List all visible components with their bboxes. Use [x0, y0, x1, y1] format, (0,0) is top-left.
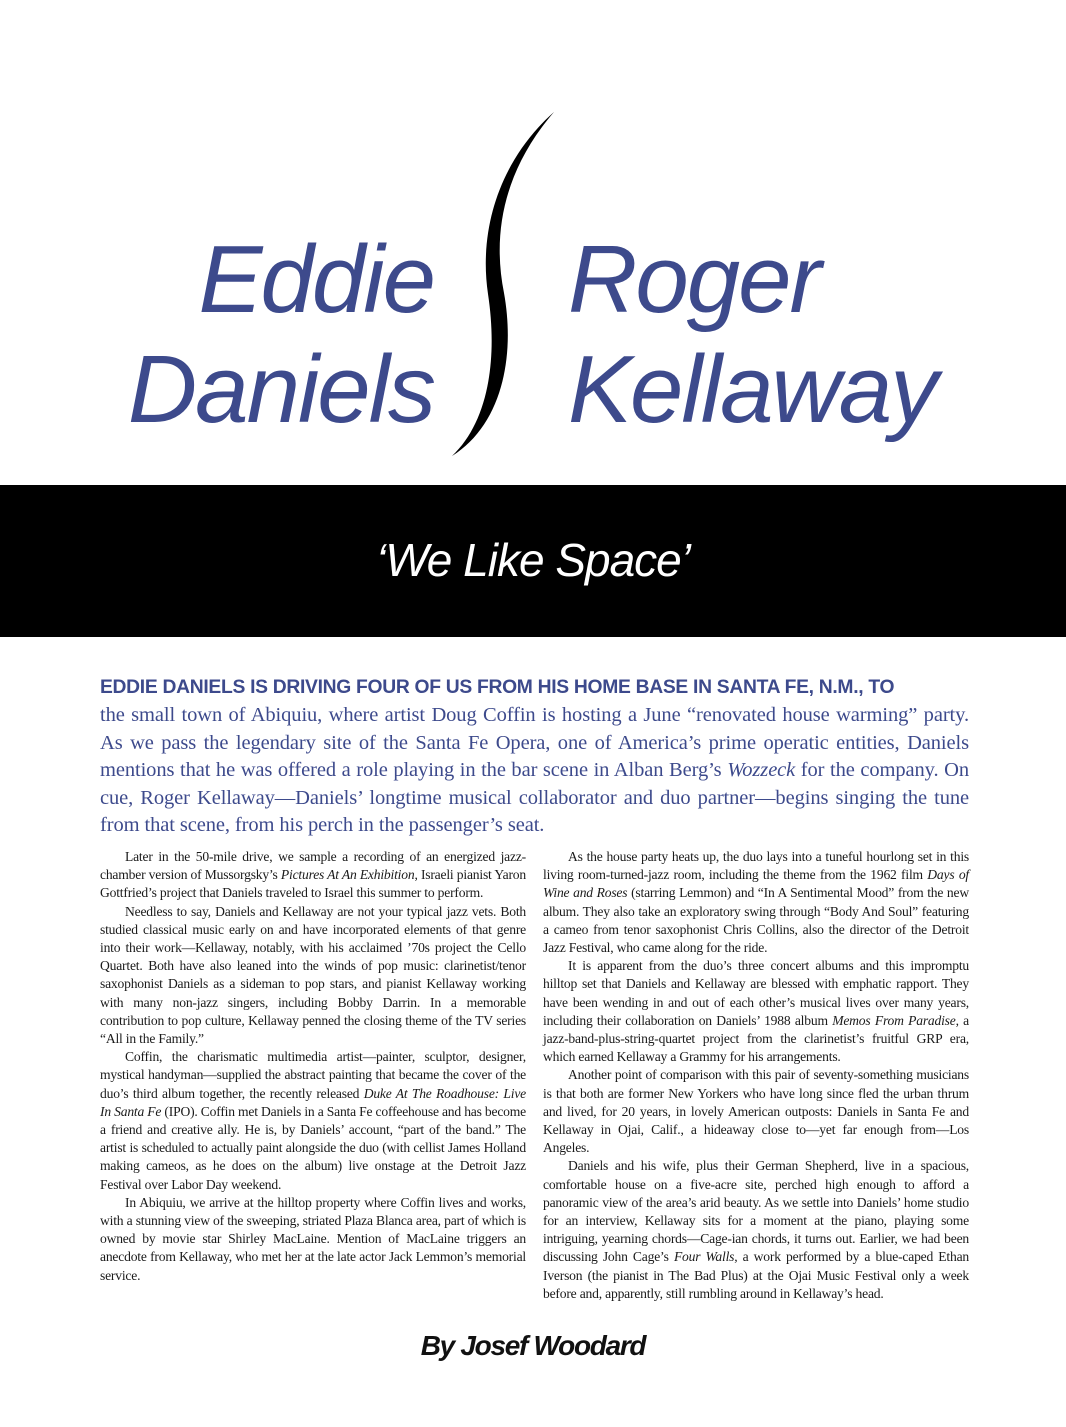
text-run: Needless to say, Daniels and Kellaway are not your typical jazz vets. Both studied classical music early on and have incorporated elements of that genre into their work—Kellaway, notably, with his acclaimed ’70s project the Cello Quartet. Both have also leaned into the winds of pop music: clarinetist/tenor saxophonist Daniels as a sideman to pop stars, and pianist Kellaway working with many non-jazz singers, including Bobby Darrin. In a memorable contribution to pop culture, Kellaway penned the closing theme of the TV series “All in the Family.”: [100, 903, 526, 1047]
body-paragraph: [543, 848, 969, 957]
body-paragraph: [543, 1157, 969, 1303]
title-block: [0, 0, 1066, 485]
title-name-roger: Roger: [568, 226, 820, 333]
text-run: As the house party heats up, the duo lays into a tuneful hourlong set in this living room-turned-jazz room, including the theme from the 1962 film: [543, 849, 969, 883]
body-paragraph: [543, 1066, 969, 1157]
text-run: It is apparent from the duo’s three concert albums and this impromptu hilltop set that Daniels and Kellaway are blessed with emphatic rapport. They have been wending in and out of each other’s musical lives over many years, including their collaboration on Daniels’ 1988 album: [543, 958, 969, 1028]
text-run: , Israeli pianist Yaron Gottfried’s project that Daniels traveled to Israel this summer to perform.: [100, 867, 527, 901]
body-paragraph: [100, 1194, 526, 1285]
lead-text-segment: for the company. On cue, Roger Kellaway—Daniels’ longtime musical collaborator and duo partner—begins singing the tune from that scene, from his perch in the passenger’s seat.: [100, 759, 969, 836]
italic-title: Pictures At An Exhibition: [280, 867, 415, 883]
italic-title: Duke At The Roadhouse: Live In Santa Fe: [100, 1085, 526, 1119]
subtitle: ‘We Like Space’: [376, 534, 690, 586]
text-run: Daniels and his wife, plus their German Shepherd, live in a spacious, comfortable house on a five-acre site, perched high enough to afford a panoramic view of the area’s arid beauty. As we settle into Daniels’ home studio for an interview, Kellaway sits for a moment at the piano, playing some intriguing, yearning chords—Cage-ian chords, it turns out. Earlier, we had been discussing John Cage’s: [543, 1158, 969, 1265]
lead-text-segment: the small town of Abiquiu, where artist Doug Coffin is hosting a June “renovated house warming” party. As we pass the legendary site of the Santa Fe Opera, one of America’s prime operatic entities, Daniels mentions that he was offered a role playing in the bar scene in Alban Berg’s: [100, 704, 969, 781]
body-column-left: [100, 848, 526, 1285]
lead-paragraph: [100, 674, 969, 840]
byline: By Josef Woodard: [420, 1330, 646, 1361]
body-paragraph: [100, 848, 526, 903]
italic-title: Four Walls: [673, 1249, 735, 1265]
title-name-daniels: Daniels: [127, 336, 434, 443]
lead-text-italic: Wozzeck: [727, 759, 796, 781]
lead-text: [100, 702, 969, 840]
body-paragraph: [100, 1048, 526, 1194]
text-run: , a jazz-band-plus-string-quartet project from the clarinetist’s fruitful GRP era, which earned Kellaway a Grammy for his arrangements.: [543, 1012, 970, 1065]
text-run: Later in the 50-mile drive, we sample a recording of an energized jazz-chamber version of Mussorgsky’s: [100, 849, 526, 883]
body-paragraph: [543, 957, 969, 1066]
title-name-kellaway: Kellaway: [568, 336, 937, 443]
text-run: (starring Lemmon) and “In A Sentimental Mood” from the new album. They also take an exploratory swing through “Body And Soul” featuring a cameo from tenor saxophonist Chris Collins, also the director of the Detroit Jazz Festival, who came along for the ride.: [543, 885, 969, 956]
integral-swash-divider: [440, 108, 565, 463]
text-run: Another point of comparison with this pair of seventy-something musicians is that both are former New Yorkers who have long since fled the urban thrum and lived, for 20 years, in lovely American outposts: Daniels in Santa Fe and Kellaway in Ojai, Calif., a hideaway close to—yet far enough from—Los Angeles.: [543, 1067, 969, 1156]
italic-title: Days of Wine and Roses: [543, 867, 969, 901]
italic-title: Memos From Paradise: [832, 1012, 956, 1028]
title-name-eddie: Eddie: [198, 226, 434, 333]
body-paragraph: [100, 903, 526, 1049]
text-run: In Abiquiu, we arrive at the hilltop property where Coffin lives and works, with a stunning view of the sweeping, striated Plaza Blanca area, part of which is owned by movie star Shirley MacLaine. Mention of MacLaine triggers an anecdote from Kellaway, who met her at the late actor Jack Lemmon’s memorial service.: [100, 1194, 526, 1283]
lead-caps: EDDIE DANIELS IS DRIVING FOUR OF US FROM HIS HOME BASE IN SANTA FE, N.M., TO: [100, 677, 895, 698]
text-run: , a work performed by a blue-caped Ethan Iverson (the pianist in The Bad Plus) at the Ojai Music Festival only a week before and, apparently, still rumbling around in Kellaway’s head.: [543, 1249, 970, 1301]
text-run: (IPO). Coffin met Daniels in a Santa Fe coffeehouse and has become a friend and creative ally. He is, by Daniels’ account, “part of the band.” The artist is scheduled to actually paint alongside the duo (with cellist James Holland making cameos, as he does on the album) live onstage at the Detroit Jazz Festival over Labor Day weekend.: [100, 1103, 526, 1192]
text-run: Coffin, the charismatic multimedia artist—painter, sculptor, designer, mystical handyman—supplied the abstract painting that became the cover of the duo’s third album together, the recently released: [100, 1049, 526, 1101]
body-column-right: [543, 848, 969, 1303]
